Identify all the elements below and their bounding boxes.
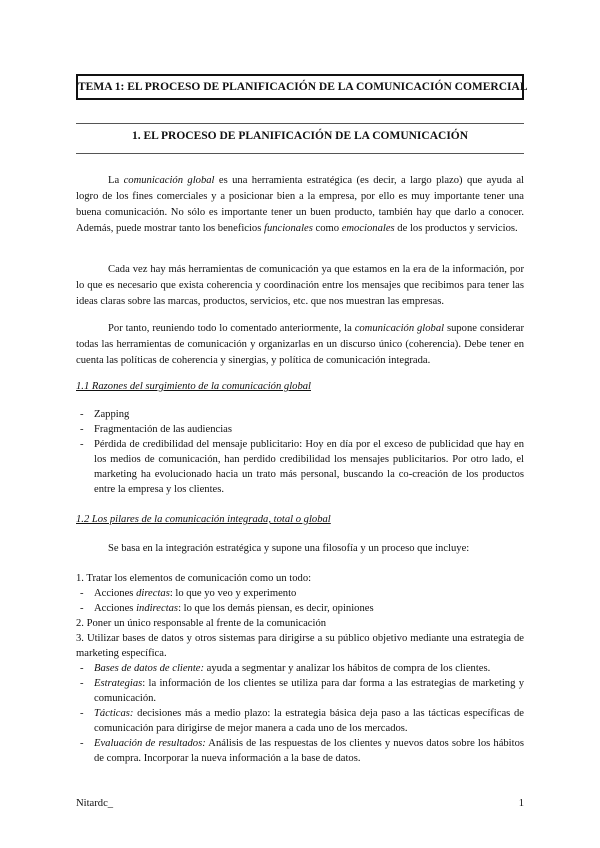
- list-item: - Acciones directas: lo que yo veo y experimento: [80, 588, 297, 599]
- list-item: - Tácticas: decisiones más a medio plazo: la estrategia básica deja paso a las tácticas específicas de comunicación para dirigirse de mejor manera a cada uno de los mercados.: [80, 708, 524, 734]
- subheading-1-1: 1.1 Razones del surgimiento de la comunicación global: [76, 381, 311, 392]
- actions-list: [76, 586, 524, 616]
- list-item: - Evaluación de resultados: Análisis de las respuestas de los clientes y nuevos datos sobre los hábitos de compra. Incorporar la nueva información a la base de datos.: [80, 738, 524, 764]
- numbered-item-2: 2. Poner un único responsable al frente de la comunicación: [76, 618, 327, 629]
- numbered-item-3: 3. Utilizar bases de datos y otros sistemas para dirigirse a su público objetivo mediante una estrategia de marketing específica.: [76, 633, 524, 659]
- pillars-intro: Se basa en la integración estratégica y supone una filosofía y un proceso que incluye:: [108, 543, 470, 554]
- divider-bottom: [76, 153, 524, 154]
- numbered-item-1: 1. Tratar los elementos de comunicación como un todo:: [76, 573, 312, 584]
- page-number: 1: [518, 798, 524, 809]
- list-item: - Zapping: [80, 409, 130, 420]
- list-item: - Acciones indirectas: lo que los demás piensan, es decir, opiniones: [80, 603, 374, 614]
- reasons-list: [76, 407, 524, 497]
- paragraph-3: Por tanto, reuniendo todo lo comentado anteriormente, la comunicación global supone considerar todas las herramientas de comunicación y organizarlas en un discurso único (coherencia). Debe tener en cuenta las políticas de coherencia y sinergias, y política de comunicación integrada.: [76, 323, 524, 366]
- footer-author: Nitardc_: [76, 798, 114, 809]
- list-item: - Estrategias: la información de los clientes se utiliza para dar forma a las estrategias de marketing y comunicación.: [80, 678, 524, 704]
- list-item: - Bases de datos de cliente: ayuda a segmentar y analizar los hábitos de compra de los clientes.: [80, 663, 491, 674]
- list-item: - Pérdida de credibilidad del mensaje publicitario: Hoy en día por el exceso de publicidad que hay en los medios de comunicación, han perdido credibilidad los mensajes publicitarios. Por otro lado, el marketing ha evolucionado hacia un trato más personal, buscando la co-creación de los productos entre la empresa y los clientes.: [80, 439, 524, 495]
- subheading-1-2: 1.2 Los pilares de la comunicación integrada, total o global: [76, 514, 331, 525]
- paragraph-1: La comunicación global es una herramienta estratégica (es decir, a largo plazo) que ayuda al logro de los fines comerciales y a posicionar bien a la empresa, por ello es muy importante tener una buena comunicación. No sólo es importante tener un buen producto, también hay que darlo a conocer. Además, puede mostrar tanto los beneficios funcionales como emocionales de los productos y servicios.: [76, 175, 524, 234]
- document-title: TEMA 1: EL PROCESO DE PLANIFICACIÓN DE LA COMUNICACIÓN COMERCIAL: [76, 74, 524, 100]
- divider-top: [76, 123, 524, 124]
- section-heading: 1. EL PROCESO DE PLANIFICACIÓN DE LA COMUNICACIÓN: [131, 130, 469, 142]
- paragraph-2: Cada vez hay más herramientas de comunicación ya que estamos en la era de la información, por lo que es necesario que exista coherencia y coordinación entre los mensajes que recibimos para tener las ideas claras sobre las marcas, productos, servicios, etc. que nos muestran las empresas.: [76, 264, 524, 307]
- strategy-list: [76, 661, 524, 766]
- list-item: - Fragmentación de las audiencias: [80, 424, 232, 435]
